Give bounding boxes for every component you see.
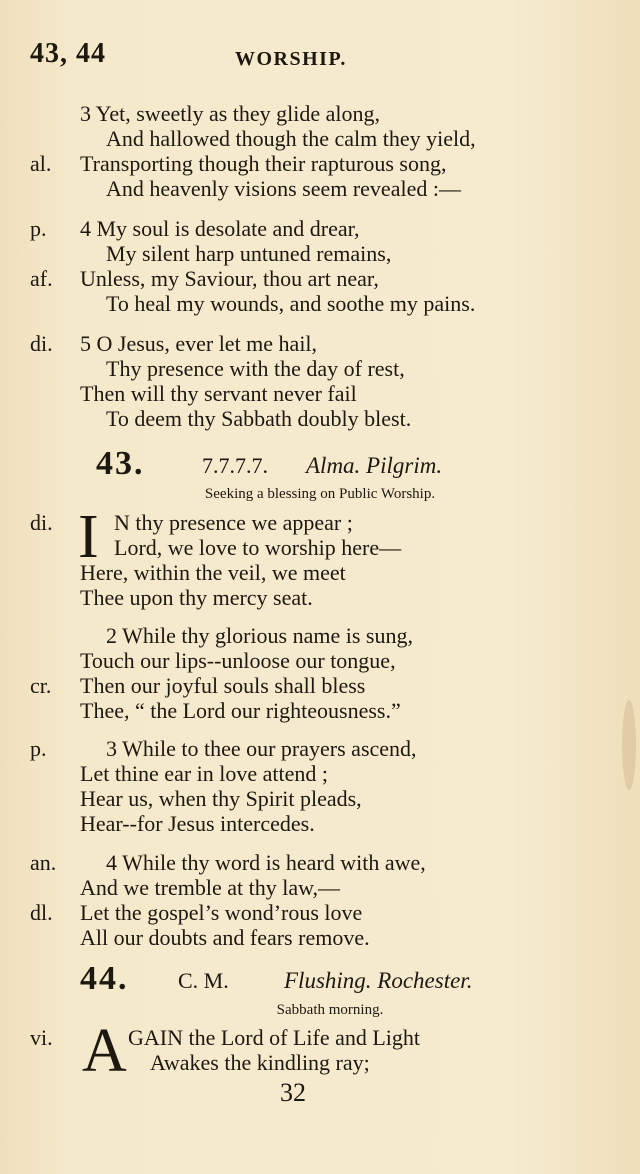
hymn-43-heading: [0, 445, 640, 489]
verse-line: Thy presence with the day of rest,: [106, 356, 405, 381]
verse-line: p. 3 While to thee our prayers ascend,: [30, 736, 417, 761]
verse-line: al. Transporting though their rapturous song,: [30, 151, 447, 176]
hymn-44-heading: [0, 960, 640, 1004]
verse-line: Let thine ear in love attend ;: [80, 761, 329, 786]
page-number: 32: [280, 1078, 306, 1107]
running-header: [30, 38, 600, 78]
verse-line: Thee, “ the Lord our righteousness.”: [80, 698, 401, 723]
hymn-meter: C. M.: [178, 968, 229, 993]
verse-line: To deem thy Sabbath doubly blest.: [106, 406, 412, 431]
drop-cap: I: [78, 503, 99, 571]
hymn-tunes: Alma. Pilgrim.: [306, 453, 443, 478]
verse-line: di. N thy presence we appear ;: [30, 510, 353, 535]
hymn-subtitle: Sabbath morning.: [276, 1002, 384, 1018]
hymn-tunes: Flushing. Rochester.: [284, 968, 473, 993]
drop-cap: A: [82, 1017, 127, 1085]
verse-line: To heal my wounds, and soothe my pains.: [106, 291, 476, 316]
verse-line: Hear us, when thy Spirit pleads,: [80, 786, 362, 811]
hymn-meter: 7.7.7.7.: [202, 453, 268, 478]
verse-line: My silent harp untuned remains,: [106, 241, 392, 266]
verse-line: And heavenly visions seem revealed :—: [106, 176, 461, 201]
verse-line: 2 While thy glorious name is sung,: [106, 623, 413, 648]
verse-line: Then will thy servant never fail: [80, 381, 357, 406]
verse-line: p. 4 My soul is desolate and drear,: [30, 216, 360, 241]
verse-line: an. 4 While thy word is heard with awe,: [30, 850, 426, 875]
verse-line: di. 5 O Jesus, ever let me hail,: [30, 331, 318, 356]
header-page-numbers: 43, 44: [30, 38, 106, 69]
verse-line: Thee upon thy mercy seat.: [80, 585, 313, 610]
verse-line: And hallowed though the calm they yield,: [106, 126, 476, 151]
hymn-number: 43.: [96, 445, 145, 482]
verse-line: dl. Let the gospel’s wond’rous love: [30, 900, 363, 925]
verse-line: af. Unless, my Saviour, thou art near,: [30, 266, 379, 291]
verse-line: Awakes the kindling ray;: [150, 1050, 370, 1075]
verse-line: Lord, we love to worship here—: [114, 535, 402, 560]
hymn-number: 44.: [80, 960, 129, 997]
verse-line: cr. Then our joyful souls shall bless: [30, 673, 366, 698]
verse-line: All our doubts and fears remove.: [80, 925, 370, 950]
hymn-subtitle: Seeking a blessing on Public Worship.: [204, 486, 436, 502]
verse-line: Hear--for Jesus intercedes.: [80, 811, 315, 836]
header-title: WORSHIP.: [235, 48, 347, 70]
verse-line: 3 Yet, sweetly as they glide along,: [80, 101, 381, 126]
verse-line: Touch our lips--unloose our tongue,: [80, 648, 396, 673]
verse-line: Here, within the veil, we meet: [80, 560, 346, 585]
verse-line: And we tremble at thy law,—: [80, 875, 341, 900]
verse-line: vi. GAIN the Lord of Life and Light: [30, 1025, 421, 1050]
paper-stain: [622, 700, 636, 790]
